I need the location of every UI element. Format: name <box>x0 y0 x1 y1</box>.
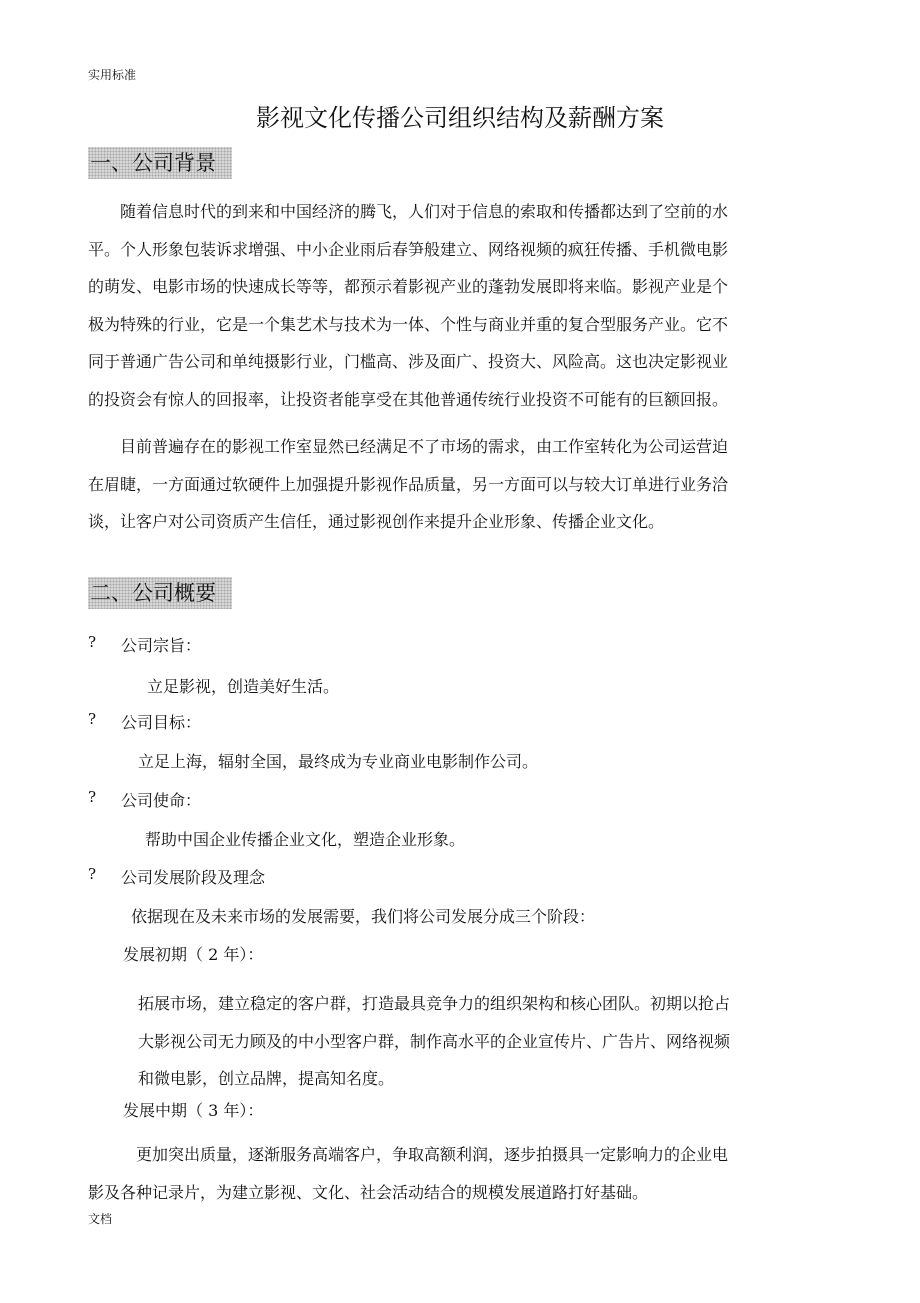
paragraph-line: 同于普通广告公司和单纯摄影行业，门槛高、涉及面广、投资大、风险高。这也决定影视业 <box>88 352 729 372</box>
tenet-label: 公司宗旨： <box>121 636 202 655</box>
footer-tag: 文档 <box>88 1212 113 1226</box>
paragraph-line: 的投资会有惊人的回报率，让投资者能享受在其他普通传统行业投资不可能有的巨额回报。 <box>88 389 729 409</box>
bullet-marker: ? <box>88 633 97 651</box>
section-heading-text: 一、公司背景 <box>90 151 216 175</box>
mission-label: 公司使命： <box>121 791 202 810</box>
paragraph-line: 的萌发、电影市场的快速成长等等，都预示着影视产业的蓬勃发展即将来临。影视产业是个 <box>88 277 729 297</box>
paragraph-line: 目前普遍存在的影视工作室显然已经满足不了市场的需求，由工作室转化为公司运营迫 <box>120 437 729 456</box>
paragraph-line: 在眉睫，一方面通过软硬件上加强提升影视作品质量，另一方面可以与较大订单进行业务洽 <box>88 474 729 494</box>
section-heading-background <box>88 147 232 179</box>
mid-stage-label: 发展中期（ 3 年）： <box>123 1101 264 1120</box>
goal-text: 立足上海，辐射全国，最终成为专业商业电影制作公司。 <box>138 752 539 771</box>
section-heading-text: 二、公司概要 <box>90 581 216 605</box>
header-tag: 实用标准 <box>88 68 137 82</box>
paragraph-line: 拓展市场，建立稳定的客户群，打造最具竞争力的组织架构和核心团队。初期以抢占 <box>138 994 731 1013</box>
paragraph-line: 更加突出质量，逐渐服务高端客户，争取高额利润，逐步拍摄具一定影响力的企业电 <box>136 1145 729 1164</box>
paragraph-line: 极为特殊的行业，它是一个集艺术与技术为一体、个性与商业并重的复合型服务产业。它不 <box>88 314 729 334</box>
background-paragraph-1 <box>88 193 788 419</box>
paragraph-line: 随着信息时代的到来和中国经济的腾飞，人们对于信息的索取和传播都达到了空前的水 <box>120 202 729 221</box>
stages-label: 公司发展阶段及理念 <box>121 868 266 887</box>
paragraph-line: 平。个人形象包装诉求增强、中小企业雨后春笋般建立、网络视频的疯狂传播、手机微电影 <box>88 239 729 259</box>
paragraph-line: 大影视公司无力顾及的中小型客户群，制作高水平的企业宣传片、广告片、网络视频 <box>138 1031 731 1051</box>
mid-stage-paragraph <box>88 1136 788 1211</box>
bullet-marker: ? <box>88 865 97 883</box>
tenet-text: 立足影视，创造美好生活。 <box>147 677 340 696</box>
paragraph-line: 影及各种记录片，为建立影视、文化、社会活动结合的规模发展道路打好基础。 <box>88 1182 649 1202</box>
goal-label: 公司目标： <box>121 713 202 732</box>
paragraph-line: 谈，让客户对公司资质产生信任，通过影视创作来提升企业形象、传播企业文化。 <box>88 512 665 532</box>
background-paragraph-2 <box>88 428 788 541</box>
early-stage-paragraph <box>138 985 798 1098</box>
bullet-marker: ? <box>88 710 97 728</box>
bullet-marker: ? <box>88 788 97 806</box>
stages-intro: 依据现在及未来市场的发展需要，我们将公司发展分成三个阶段： <box>131 907 596 926</box>
paragraph-line: 和微电影，创立品牌，提高知名度。 <box>138 1069 395 1089</box>
section-heading-background <box>88 577 232 609</box>
document-title: 影视文化传播公司组织结构及薪酬方案 <box>256 104 664 132</box>
mission-text: 帮助中国企业传播企业文化，塑造企业形象。 <box>145 830 466 849</box>
early-stage-label: 发展初期（ 2 年）： <box>123 945 264 964</box>
